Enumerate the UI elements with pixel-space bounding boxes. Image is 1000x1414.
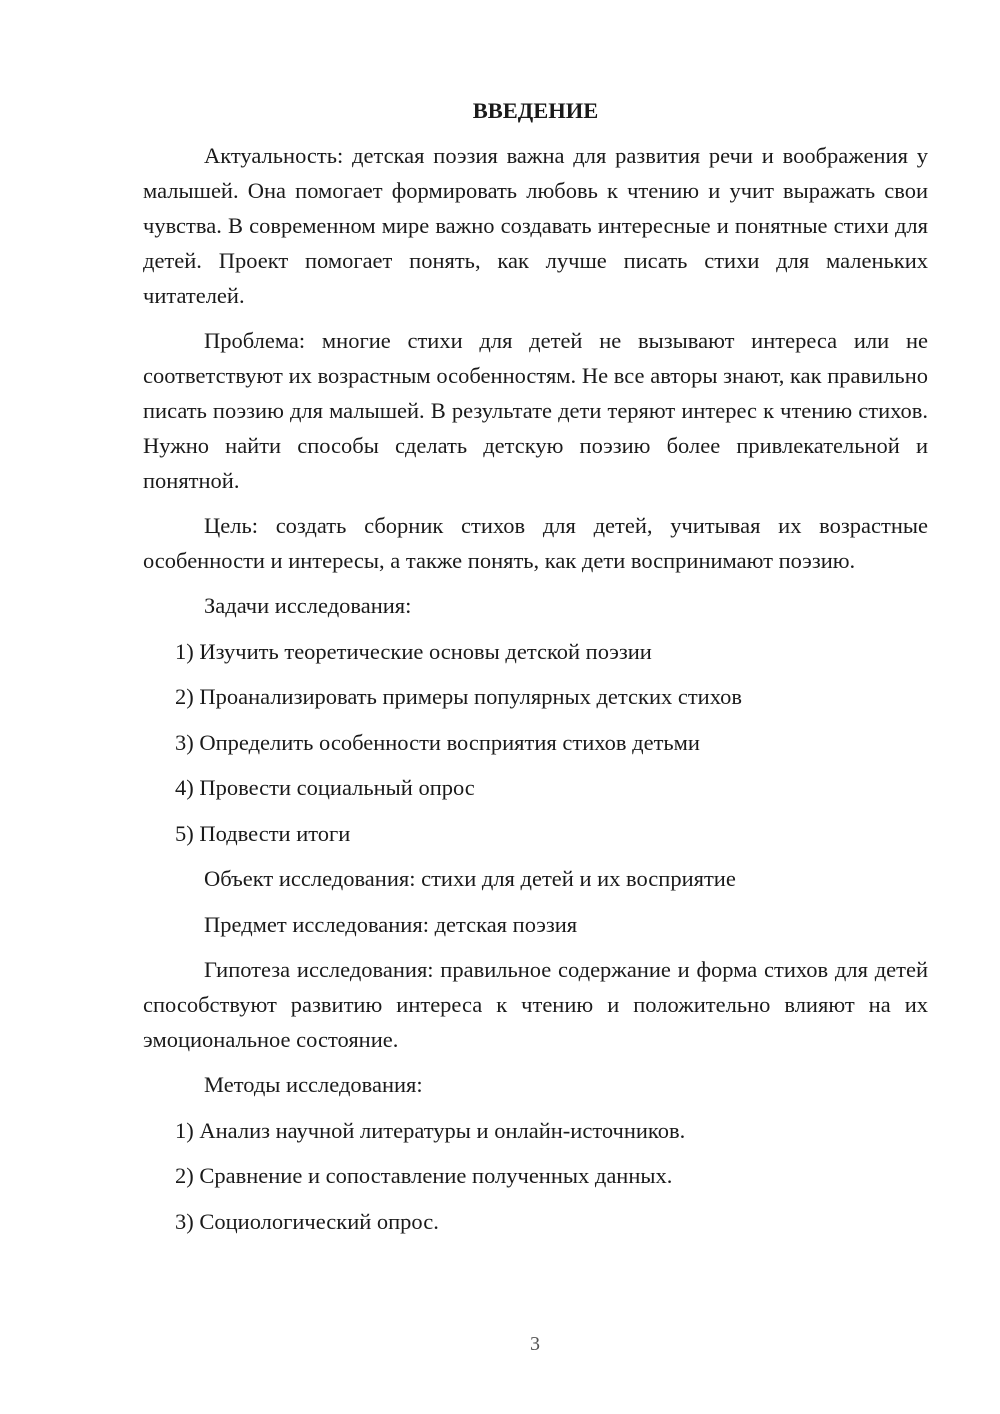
task-item: 4) Провести социальный опрос <box>175 775 475 800</box>
task-item: 2) Проанализировать примеры популярных детских стихов <box>175 684 742 709</box>
section-title: ВВЕДЕНИЕ <box>472 98 599 123</box>
tasks-heading: Задачи исследования: <box>204 593 412 618</box>
problem-paragraph: Проблема: многие стихи для детей не вызывают интереса или не соответствуют их возрастным особенностям. Не все авторы знают, как правильно писать поэзию для малышей. В результате дети теряют интерес к чтению стихов. Нужно найти способы сделать детскую поэзию более привлекательной и понятной. <box>143 328 928 493</box>
method-item: 3) Социологический опрос. <box>175 1208 439 1234</box>
methods-heading: Методы исследования: <box>204 1072 423 1097</box>
research-object: Объект исследования: стихи для детей и их восприятие <box>204 866 736 891</box>
research-subject: Предмет исследования: детская поэзия <box>204 911 578 937</box>
task-item: 3) Определить особенности восприятия стихов детьми <box>175 729 700 755</box>
task-item: 1) Изучить теоретические основы детской поэзии <box>175 638 652 664</box>
method-item: 2) Сравнение и сопоставление полученных данных. <box>175 1163 673 1188</box>
page-number: 3 <box>530 1333 540 1355</box>
goal-paragraph: Цель: создать сборник стихов для детей, учитывая их возрастные особенности и интересы, а также понять, как дети воспринимают поэзию. <box>143 513 928 573</box>
hypothesis-paragraph: Гипотеза исследования: правильное содержание и форма стихов для детей способствуют развитию интереса к чтению и положительно влияют на их эмоциональное состояние. <box>143 957 928 1052</box>
page-content <box>143 96 928 1249</box>
method-item: 1) Анализ научной литературы и онлайн-источников. <box>175 1117 686 1143</box>
relevance-paragraph: Актуальность: детская поэзия важна для развития речи и воображения у малышей. Она помогает формировать любовь к чтению и учит выражать свои чувства. В современном мире важно создавать интересные и понятные стихи для детей. Проект помогает понять, как лучше писать стихи для маленьких читателей. <box>143 143 928 308</box>
task-item: 5) Подвести итоги <box>175 820 351 846</box>
